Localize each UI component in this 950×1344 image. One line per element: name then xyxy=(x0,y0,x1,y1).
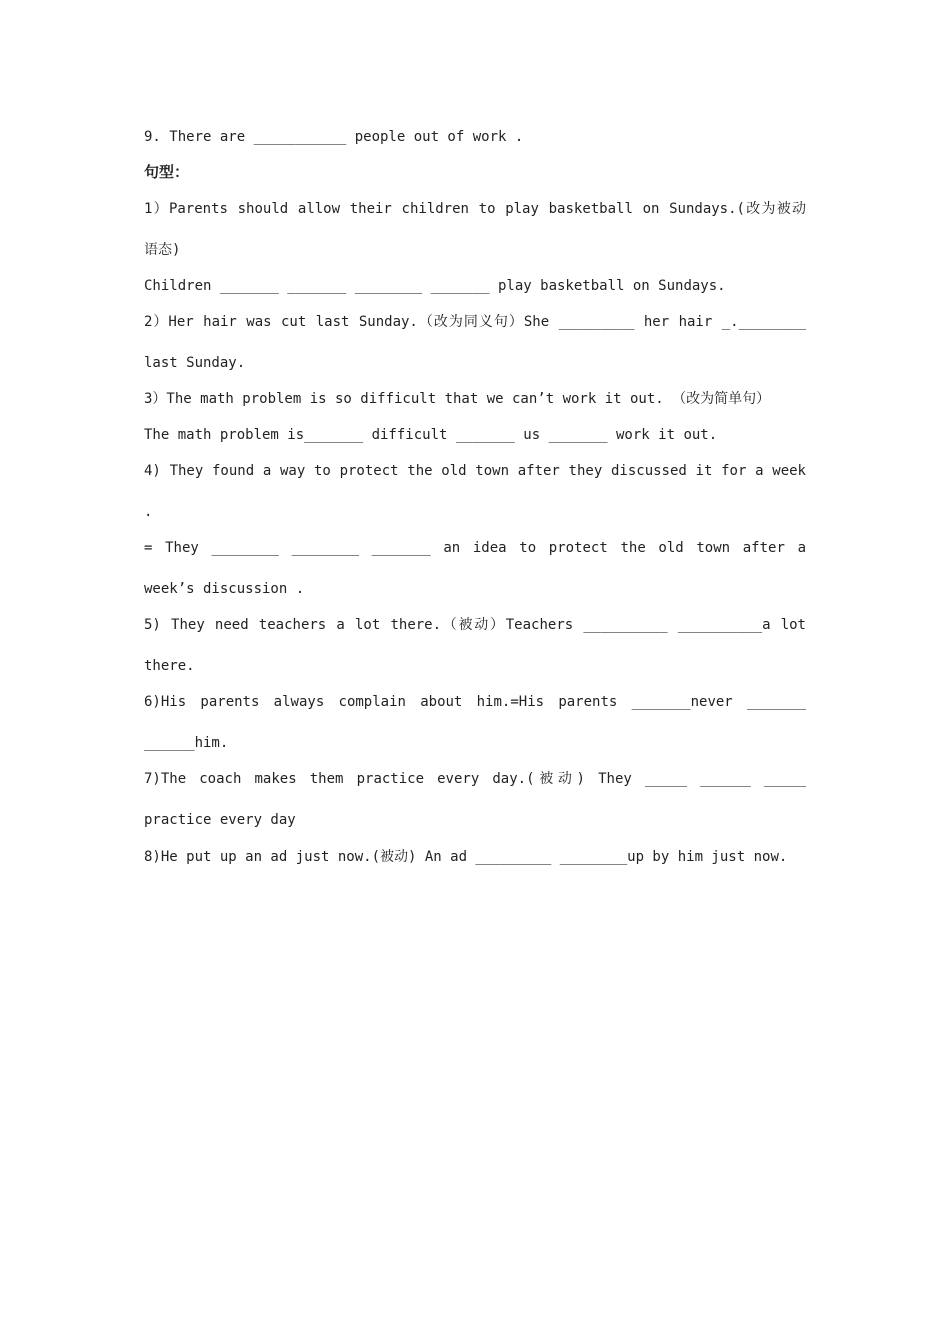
item-7-prompt: 7)The coach makes them practice every day.(被动) They _____ ______ _____ xyxy=(144,771,806,787)
section-heading: 句型： xyxy=(144,163,190,181)
item-7-prompt-cont: practice every day xyxy=(144,812,296,828)
item-4-answer-cont: week’s discussion . xyxy=(144,581,305,597)
item-4-answer: = They ________ ________ _______ an idea to protect the old town after a xyxy=(144,540,806,556)
item-4-prompt-end: . xyxy=(144,504,153,520)
item-3-answer: The math problem is_______ difficult _______ us _______ work it out. xyxy=(144,427,718,443)
item-2-prompt: 2）Her hair was cut last Sunday.（改为同义句）She _________ her hair _.________ xyxy=(144,314,806,330)
item-1-prompt: 1）Parents should allow their children to play basketball on Sundays.(改为被动 xyxy=(144,201,806,217)
item-6-prompt-cont: ______him. xyxy=(144,735,229,751)
item-6-prompt: 6)His parents always complain about him.=His parents _______never _______ xyxy=(144,694,806,710)
item-4-prompt: 4) They found a way to protect the old town after they discussed it for a week xyxy=(144,463,806,479)
question-9: 9. There are ___________ people out of work . xyxy=(144,129,524,145)
item-5-prompt: 5) They need teachers a lot there.（被动）Teachers __________ __________a lot xyxy=(144,617,806,633)
item-1-answer: Children _______ _______ ________ _______ play basketball on Sundays. xyxy=(144,278,726,294)
item-2-prompt-cont: last Sunday. xyxy=(144,355,246,371)
item-3-prompt: 3）The math problem is so difficult that we can’t work it out. （改为简单句） xyxy=(144,391,771,407)
item-1-prompt-cont: 语态) xyxy=(144,242,181,258)
item-8-prompt: 8)He put up an ad just now.(被动) An ad _________ ________up by him just now. xyxy=(144,849,788,865)
item-5-prompt-cont: there. xyxy=(144,658,195,674)
